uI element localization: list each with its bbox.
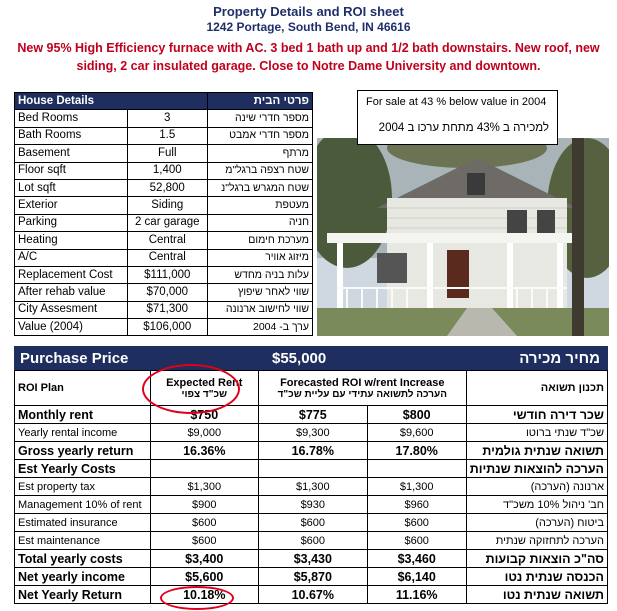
purchase-price-bar	[14, 346, 608, 370]
house-detail-hebrew: ערך ב- 2004	[207, 319, 312, 336]
roi-forecast-value-1: $600	[258, 532, 367, 550]
property-address: 1242 Portage, South Bend, IN 46616	[206, 20, 411, 34]
roi-row	[15, 514, 608, 532]
forecast-label-hebrew: הערכה לתשואה עתידי עם עליית שכ"ד	[277, 388, 447, 400]
roi-body	[15, 406, 608, 604]
house-detail-hebrew: שווי לחישוב ארנונה	[207, 301, 312, 318]
roi-row-label-hebrew: שכ"ד שנתי ברוטו	[466, 424, 607, 442]
house-detail-label: Replacement Cost	[15, 266, 128, 283]
roi-row	[15, 586, 608, 604]
house-detail-value: 52,800	[127, 179, 207, 196]
roi-row	[15, 478, 608, 496]
roi-forecast-value-1: $930	[258, 496, 367, 514]
roi-expected-value: $5,600	[150, 568, 258, 586]
roi-expected-value: $3,400	[150, 550, 258, 568]
house-detail-label: Parking	[15, 214, 128, 231]
roi-row-label-hebrew: תשואה שנתית גולמית	[466, 442, 607, 460]
house-detail-value: $111,000	[127, 266, 207, 283]
roi-forecast-value-2: $6,140	[367, 568, 466, 586]
house-detail-row	[15, 249, 313, 266]
house-detail-hebrew: מרתף	[207, 145, 312, 162]
purchase-price-label-hebrew: מחיר מכירה	[519, 350, 600, 367]
house-detail-row	[15, 110, 313, 127]
forecast-header	[258, 371, 466, 406]
house-details-body	[15, 110, 313, 336]
house-detail-hebrew: מיזוג אוויר	[207, 249, 312, 266]
house-detail-value: 3	[127, 110, 207, 127]
roi-row-label: Management 10% of rent	[15, 496, 151, 514]
house-detail-row	[15, 179, 313, 196]
house-photo-image	[317, 138, 609, 336]
roi-expected-value: $600	[150, 532, 258, 550]
roi-expected-value: $1,300	[150, 478, 258, 496]
roi-row-label-hebrew: תשואה שנתית נטו	[466, 586, 607, 604]
roi-expected-value: 16.36%	[150, 442, 258, 460]
roi-row-label: Gross yearly return	[15, 442, 151, 460]
house-detail-row	[15, 127, 313, 144]
house-detail-label: Lot sqft	[15, 179, 128, 196]
roi-row	[15, 424, 608, 442]
roi-forecast-value-2	[367, 460, 466, 478]
house-detail-value: $71,300	[127, 301, 207, 318]
roi-forecast-value-2: $3,460	[367, 550, 466, 568]
roi-row-label: Total yearly costs	[15, 550, 151, 568]
roi-forecast-value-2: $9,600	[367, 424, 466, 442]
house-detail-hebrew: שווי לאחר שיפוץ	[207, 284, 312, 301]
house-details-table	[14, 92, 313, 336]
house-detail-value: Central	[127, 232, 207, 249]
house-detail-row	[15, 284, 313, 301]
property-description: New 95% High Efficiency furnace with AC. 3 bed 1 bath up and 1/2 bath downstairs. New roof, new siding, 2 car insulated garage. Close to Notre Dame University and downtown.	[17, 41, 600, 73]
sheet-header	[0, 0, 617, 75]
roi-expected-value: 10.18%	[150, 586, 258, 604]
house-detail-label: Floor sqft	[15, 162, 128, 179]
house-detail-hebrew: מעטפת	[207, 197, 312, 214]
roi-section	[14, 346, 608, 604]
roi-row-label-hebrew: שכר דירה חודשי	[466, 406, 607, 424]
roi-row-label-hebrew: סה"כ הוצאות קבועות	[466, 550, 607, 568]
roi-table	[14, 370, 608, 604]
house-detail-row	[15, 266, 313, 283]
forecast-label: Forecasted ROI w/rent Increase	[280, 376, 445, 389]
roi-forecast-value-1: $775	[258, 406, 367, 424]
roi-row-label-hebrew: ארנונה (הערכה)	[466, 478, 607, 496]
house-detail-value: $106,000	[127, 319, 207, 336]
house-detail-value: Siding	[127, 197, 207, 214]
house-detail-row	[15, 145, 313, 162]
house-detail-hebrew: מערכת חימום	[207, 232, 312, 249]
roi-expected-value: $750	[150, 406, 258, 424]
for-sale-text-english: For sale at 43 % below value in 2004	[366, 96, 547, 108]
roi-plan-row	[15, 371, 608, 406]
house-detail-label: After rehab value	[15, 284, 128, 301]
roi-row	[15, 550, 608, 568]
for-sale-box	[357, 90, 558, 145]
expected-rent-highlight	[142, 364, 243, 414]
house-detail-label: Bed Rooms	[15, 110, 128, 127]
house-detail-row	[15, 214, 313, 231]
house-detail-label: Value (2004)	[15, 319, 128, 336]
house-detail-hebrew: מספר חדרי שינה	[207, 110, 312, 127]
expected-rent-label-hebrew: שכ"ד צפוי	[181, 388, 228, 400]
roi-forecast-value-1	[258, 460, 367, 478]
roi-row	[15, 442, 608, 460]
house-detail-row	[15, 232, 313, 249]
house-detail-hebrew: עלות בניה מחדש	[207, 266, 312, 283]
house-detail-value: 1.5	[127, 127, 207, 144]
house-detail-value: $70,000	[127, 284, 207, 301]
house-detail-value: 1,400	[127, 162, 207, 179]
roi-row-label: Estimated insurance	[15, 514, 151, 532]
roi-expected-value: $600	[150, 514, 258, 532]
roi-row-label: Est Yearly Costs	[15, 460, 151, 478]
house-detail-label: Bath Rooms	[15, 127, 128, 144]
roi-plan-label-hebrew: תכנון תשואה	[466, 371, 607, 406]
roi-row	[15, 406, 608, 424]
roi-row	[15, 496, 608, 514]
roi-expected-value: $900	[150, 496, 258, 514]
house-detail-value: Full	[127, 145, 207, 162]
house-detail-value: 2 car garage	[127, 214, 207, 231]
house-detail-label: A/C	[15, 249, 128, 266]
roi-forecast-value-2: $600	[367, 514, 466, 532]
roi-row-label: Est property tax	[15, 478, 151, 496]
house-detail-row	[15, 162, 313, 179]
house-detail-label: Basement	[15, 145, 128, 162]
house-detail-row	[15, 197, 313, 214]
house-details-title-hebrew: פרטי הבית	[207, 93, 312, 110]
roi-expected-value	[150, 460, 258, 478]
house-detail-label: Exterior	[15, 197, 128, 214]
house-detail-row	[15, 301, 313, 318]
roi-forecast-value-1: 16.78%	[258, 442, 367, 460]
roi-forecast-value-2: $1,300	[367, 478, 466, 496]
house-details-header-row	[15, 93, 313, 110]
house-detail-value: Central	[127, 249, 207, 266]
roi-row-label: Net Yearly Return	[15, 586, 151, 604]
roi-plan-label: ROI Plan	[15, 371, 151, 406]
roi-row-label: Yearly rental income	[15, 424, 151, 442]
roi-forecast-value-1: $5,870	[258, 568, 367, 586]
roi-forecast-value-1: $3,430	[258, 550, 367, 568]
roi-row-label: Net yearly income	[15, 568, 151, 586]
roi-row-label-hebrew: הערכה להוצאות שנתיות	[466, 460, 607, 478]
roi-forecast-value-2: $800	[367, 406, 466, 424]
for-sale-text-hebrew: למכירה ב 43% מתחת ערכו ב 2004	[378, 122, 549, 134]
roi-forecast-value-2: $600	[367, 532, 466, 550]
roi-forecast-value-2: 17.80%	[367, 442, 466, 460]
purchase-price-label: Purchase Price	[20, 350, 129, 367]
roi-forecast-value-1: 10.67%	[258, 586, 367, 604]
roi-forecast-value-1: $1,300	[258, 478, 367, 496]
purchase-price-value: $55,000	[272, 350, 327, 367]
expected-rent-label: Expected Rent	[166, 376, 243, 389]
roi-forecast-value-1: $600	[258, 514, 367, 532]
house-photo	[317, 138, 609, 336]
house-detail-hebrew: חניה	[207, 214, 312, 231]
roi-row	[15, 532, 608, 550]
roi-forecast-value-2: 11.16%	[367, 586, 466, 604]
net-return-highlight	[160, 586, 234, 610]
house-detail-hebrew: שטח המגרש ברגל"נ	[207, 179, 312, 196]
roi-row-label-hebrew: ביטוח (הערכה)	[466, 514, 607, 532]
roi-forecast-value-2: $960	[367, 496, 466, 514]
roi-expected-value: $9,000	[150, 424, 258, 442]
roi-row-label: Monthly rent	[15, 406, 151, 424]
house-details-title: House Details	[15, 93, 208, 110]
roi-row-label-hebrew: הכנסה שנתית נטו	[466, 568, 607, 586]
roi-row-label: Est maintenance	[15, 532, 151, 550]
roi-row-label-hebrew: חב' ניהול 10% משכ"ד	[466, 496, 607, 514]
house-detail-label: Heating	[15, 232, 128, 249]
roi-forecast-value-1: $9,300	[258, 424, 367, 442]
sheet-title: Property Details and ROI sheet	[213, 4, 404, 19]
roi-row	[15, 568, 608, 586]
house-detail-hebrew: מספר חדרי אמבט	[207, 127, 312, 144]
house-detail-hebrew: שטח רצפה ברגל"מ	[207, 162, 312, 179]
house-detail-label: City Assesment	[15, 301, 128, 318]
roi-row-label-hebrew: הערכה לתחזוקה שנתית	[466, 532, 607, 550]
roi-row	[15, 460, 608, 478]
house-detail-row	[15, 319, 313, 336]
